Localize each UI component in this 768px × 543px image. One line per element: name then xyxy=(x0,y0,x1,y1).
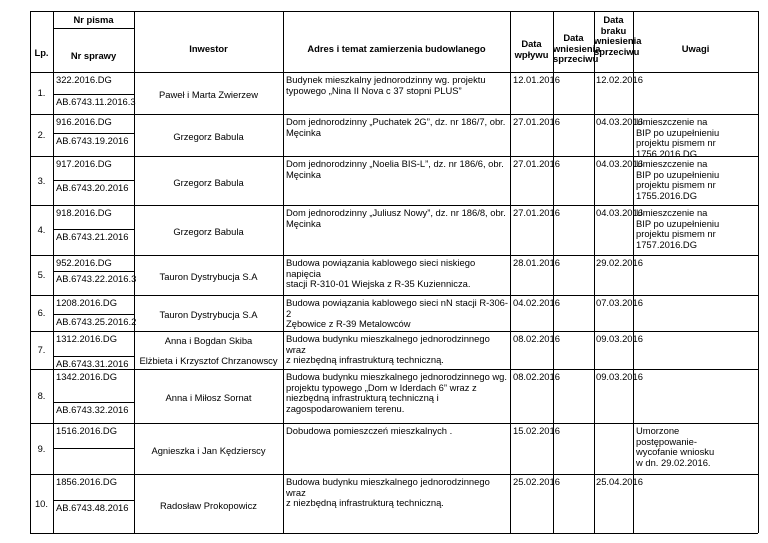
column-divider xyxy=(633,11,634,533)
row-data-wplywu: 08.02.2016 xyxy=(513,333,560,344)
row-uwagi: Umorzone postępowanie- wycofanie wniosku w dn. 29.02.2016. xyxy=(636,425,715,468)
column-header-nr-pisma: Nr pisma xyxy=(73,14,114,25)
column-header-data-braku: Data braku wniesienia sprzeciwu xyxy=(594,14,642,57)
row-inwestor: Agnieszka i Jan Kędzierscy xyxy=(151,444,266,456)
row-nr-pisma: 952.2016.DG xyxy=(56,257,112,268)
row-data-wplywu: 04.02.2016 xyxy=(513,297,560,308)
row-data-braku: 04.03.2016 xyxy=(596,116,643,127)
header-subdivider xyxy=(53,28,134,29)
row-data-braku: 09.03.2016 xyxy=(596,333,643,344)
row-uwagi: Umieszczenie na BIP po uzupełnieniu projektu pismem nr 1757.2016.DG xyxy=(636,207,720,250)
row-data-wplywu: 15.02.2016 xyxy=(513,425,560,436)
row-nr-pisma: 918.2016.DG xyxy=(56,207,112,218)
row-border xyxy=(30,331,758,332)
row-border xyxy=(30,255,758,256)
row-data-wplywu: 27.01.2016 xyxy=(513,207,560,218)
case-number-divider xyxy=(53,448,134,449)
column-header-data-wplywu: Data wpływu xyxy=(514,38,549,60)
row-lp: 2. xyxy=(37,129,46,140)
case-number-divider xyxy=(53,180,134,181)
row-data-wplywu: 12.01.2016 xyxy=(513,74,560,85)
column-divider xyxy=(53,11,54,533)
row-nr-sprawy: AB.6743.48.2016 xyxy=(56,502,129,513)
row-lp: 4. xyxy=(37,224,46,235)
case-number-divider xyxy=(53,500,134,501)
case-number-divider xyxy=(53,271,134,272)
table-border-top xyxy=(30,11,758,12)
row-nr-pisma: 1856.2016.DG xyxy=(56,476,117,487)
row-border xyxy=(30,369,758,370)
row-adres: Dom jednorodzinny „Noelia BIS-L”, dz. nr 186/6, obr. Męcinka xyxy=(286,158,504,180)
row-adres: Budynek mieszkalny jednorodzinny wg. projektu typowego „Nina II Nova c 37 stopni PLUS” xyxy=(286,74,486,96)
row-border xyxy=(30,295,758,296)
row-adres: Budowa budynku mieszkalnego jednorodzinnego wg. projektu typowego „Dom w Iderdach 6” wraz z niezbędną infrastrukturą techniczną i zagospodarowaniem terenu. xyxy=(286,371,507,414)
row-adres: Budowa budynku mieszkalnego jednorodzinnego wraz z niezbędną infrastrukturą techniczną. xyxy=(286,476,490,509)
row-inwestor: Paweł i Marta Zwierzew xyxy=(159,89,258,100)
row-lp: 9. xyxy=(37,442,46,454)
row-data-braku: 04.03.2016 xyxy=(596,207,643,218)
row-border xyxy=(30,423,758,424)
row-adres: Budowa powiązania kablowego sieci niskiego napięcia stacji R-310-01 Wiejska z R-35 Kuzienniczа. xyxy=(286,257,476,290)
case-number-divider xyxy=(53,356,134,357)
column-divider xyxy=(283,11,284,533)
row-nr-pisma: 1312.2016.DG xyxy=(56,333,117,344)
column-header-data-wniesienia: Data wniesienia sprzeciwu xyxy=(553,32,601,65)
row-data-braku: 25.04.2016 xyxy=(596,476,643,487)
permits-register-table xyxy=(30,11,758,533)
row-inwestor: Tauron Dystrybucja S.A xyxy=(159,309,258,320)
row-inwestor-second: Elżbieta i Krzysztof Chrzanowscy xyxy=(139,355,278,366)
row-lp: 6. xyxy=(37,307,46,318)
column-header-nr-sprawy: Nr sprawy xyxy=(70,50,117,61)
row-nr-pisma: 1516.2016.DG xyxy=(56,425,117,436)
row-adres: Budowa powiązania kablowego sieci nN stacji R-306-2 Zębowice z R-39 Metalowców xyxy=(286,297,508,330)
case-number-divider xyxy=(53,94,134,95)
row-inwestor: Radosław Prokopowicz xyxy=(160,499,257,511)
row-uwagi: Umieszczenie na BIP po uzupełnieniu projektu pismem nr 1756.2016.DG xyxy=(636,116,720,159)
row-data-braku: 04.03.2016 xyxy=(596,158,643,169)
row-border xyxy=(30,474,758,475)
row-nr-pisma: 1208.2016.DG xyxy=(56,297,117,308)
column-header-adres: Adres i temat zamierzenia budowlanego xyxy=(307,43,486,54)
row-lp: 8. xyxy=(37,390,46,401)
row-nr-sprawy: AB.6743.19.2016 xyxy=(56,135,129,146)
header-bottom-border xyxy=(30,72,758,73)
row-lp: 10. xyxy=(34,497,49,509)
row-adres: Budowa budynku mieszkalnego jednorodzinnego wraz z niezbędną infrastrukturą techniczną. xyxy=(286,333,490,366)
row-nr-sprawy: AB.6743.11.2016.3 xyxy=(56,96,136,107)
row-nr-sprawy: AB.6743.20.2016 xyxy=(56,182,129,193)
row-data-braku: 12.02.2016 xyxy=(596,74,643,85)
row-nr-sprawy: AB.6743.21.2016 xyxy=(56,231,129,242)
row-nr-pisma: 917.2016.DG xyxy=(56,158,112,169)
case-number-divider xyxy=(53,229,134,230)
row-data-braku: 29.02.2016 xyxy=(596,257,643,268)
row-data-wplywu: 25.02.2016 xyxy=(513,476,560,487)
row-data-wplywu: 28.01.2016 xyxy=(513,257,560,268)
case-number-divider xyxy=(53,314,134,315)
row-border xyxy=(30,205,758,206)
table-border-side xyxy=(758,11,759,533)
column-divider xyxy=(594,11,595,533)
case-number-divider xyxy=(53,402,134,403)
row-data-wplywu: 27.01.2016 xyxy=(513,116,560,127)
row-adres: Dom jednorodzinny „Puchatek 2G”, dz. nr 186/7, obr. Męcinka xyxy=(286,116,506,138)
row-lp: 5. xyxy=(37,269,46,280)
row-nr-sprawy: AB.6743.25.2016.2 xyxy=(56,316,137,327)
row-nr-sprawy: AB.6743.31.2016 xyxy=(56,358,129,369)
row-nr-pisma: 322.2016.DG xyxy=(56,74,112,85)
table-border-bottom xyxy=(30,533,758,534)
column-divider xyxy=(553,11,554,533)
row-nr-sprawy: AB.6743.32.2016 xyxy=(56,404,129,415)
row-inwestor: Anna i Bogdan Skiba xyxy=(164,335,253,346)
row-data-braku: 07.03.2016 xyxy=(596,297,643,308)
row-inwestor: Grzegorz Babula xyxy=(173,226,244,237)
case-number-divider xyxy=(53,133,134,134)
row-lp: 3. xyxy=(37,174,46,186)
row-lp: 1. xyxy=(37,87,46,98)
row-lp: 7. xyxy=(37,344,46,355)
row-data-braku: 09.03.2016 xyxy=(596,371,643,382)
row-nr-pisma: 916.2016.DG xyxy=(56,116,112,127)
row-nr-pisma: 1342.2016.DG xyxy=(56,371,117,382)
row-data-wplywu: 08.02.2016 xyxy=(513,371,560,382)
row-adres: Dobudowa pomieszczeń mieszkalnych . xyxy=(286,425,453,436)
row-inwestor: Grzegorz Babula xyxy=(173,131,244,142)
row-inwestor: Anna i Miłosz Sornat xyxy=(165,392,252,403)
row-inwestor: Grzegorz Babula xyxy=(173,176,244,188)
row-border xyxy=(30,114,758,115)
column-divider xyxy=(510,11,511,533)
row-nr-sprawy: AB.6743.22.2016.3 xyxy=(56,273,137,284)
row-adres: Dom jednorodzinny „Juliusz Nowy”, dz. nr 186/8, obr. Męcinka xyxy=(286,207,506,229)
row-inwestor: Tauron Dystrybucja S.A xyxy=(159,271,258,282)
row-uwagi: Umieszczenie na BIP po uzupełnieniu projektu pismem nr 1755.2016.DG xyxy=(636,158,720,201)
column-header-lp: Lp. xyxy=(34,47,49,58)
column-header-uwagi: Uwagi xyxy=(681,43,710,54)
column-header-inwestor: Inwestor xyxy=(189,43,228,54)
row-data-wplywu: 27.01.2016 xyxy=(513,158,560,169)
